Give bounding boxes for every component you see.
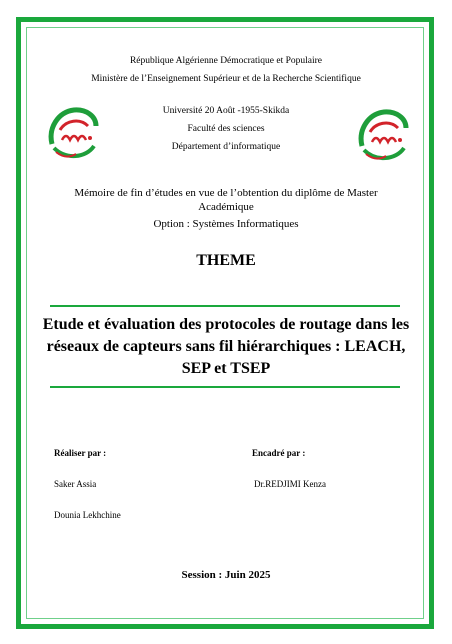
- faculty-name: Faculté des sciences: [187, 124, 265, 134]
- author-name: Dounia Lekhchine: [54, 510, 121, 520]
- thesis-title: Etude et évaluation des protocoles de routage dans les réseaux de capteurs sans fil hiérarchiques : LEACH, SEP et TSEP: [42, 316, 410, 377]
- supervisor-name: Dr.REDJIMI Kenza: [254, 479, 326, 489]
- author-name: Saker Assia: [54, 479, 97, 489]
- theme-label: THEME: [196, 252, 256, 269]
- republic-header: République Algérienne Démocratique et Populaire: [129, 56, 323, 66]
- session-date: Session : Juin 2025: [181, 569, 271, 581]
- thesis-option: Option : Systèmes Informatiques: [153, 218, 299, 230]
- university-name: Université 20 Août -1955-Skikda: [162, 106, 290, 116]
- thesis-purpose-line1: Mémoire de fin d’études en vue de l’obtention du diplôme de Master: [74, 187, 378, 199]
- title-rule-top: [50, 305, 400, 307]
- department-name: Département d’informatique: [171, 142, 281, 152]
- thesis-purpose-line2: Académique: [198, 201, 254, 213]
- ministry-header: Ministère de l’Enseignement Supérieur et de la Recherche Scientifique: [91, 74, 361, 84]
- supervisor-label: Encadré par :: [252, 448, 306, 458]
- authors-label: Réaliser par :: [54, 448, 107, 458]
- title-rule-bottom: [50, 386, 400, 388]
